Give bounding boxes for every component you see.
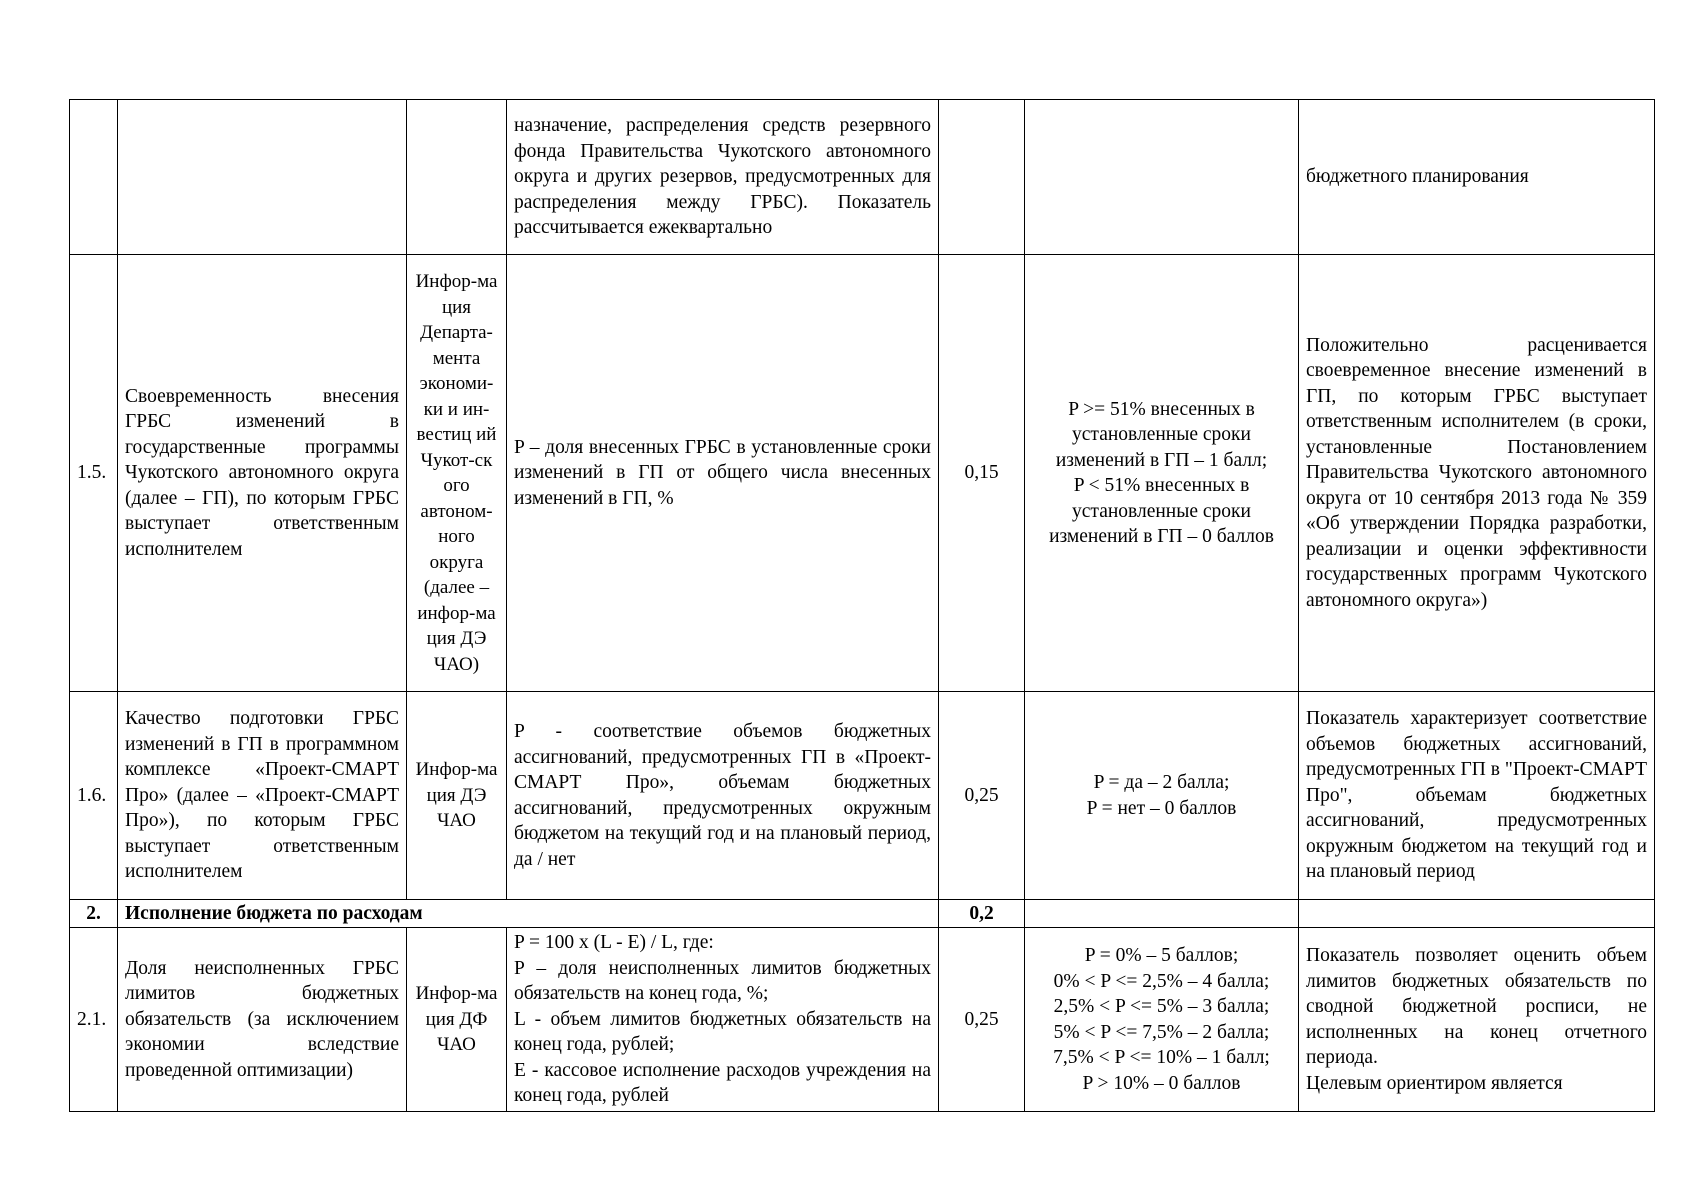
weight: 0,15 (939, 255, 1025, 692)
comment-line: Положительно расценивается своевременное внесение изменений в ГП, по которым ГРБС выступает ответственным исполнителем (в сроки, установленные Постановлением Правительства Чукотского автономного округа от 10 сентября 2013 года № 359 «Об утверждении Порядка разработки, реализации и оценки эффективности государственных программ Чукотского автономного округа») (1306, 334, 1647, 611)
score-scale (1025, 928, 1299, 1112)
weight (939, 100, 1025, 255)
formula-line: P – доля неисполненных лимитов бюджетных обязательств на конец года, %; (514, 957, 931, 1005)
comment (1299, 255, 1655, 692)
indicator-name (118, 100, 407, 255)
score-line: P > 10% – 0 баллов (1082, 1072, 1241, 1094)
indicator-name: Своевременность внесения ГРБС изменений в государственные программы Чукотского автономного округа (далее – ГП), по которым ГРБС выступает ответственным исполнителем (118, 255, 407, 692)
comment-line: Показатель характеризует соответствие объемов бюджетных ассигнований, предусмотренных ГП в "Проект-СМАРТ Про", объемам бюджетных ассигнований, предусмотренных окружным бюджетом на текущий год и на плановый период (1306, 708, 1647, 883)
comment (1299, 100, 1655, 255)
score-line: P = 0% – 5 баллов; (1084, 945, 1239, 966)
row-number: 2.1. (70, 928, 118, 1112)
score-scale (1025, 255, 1299, 692)
indicator-name: Качество подготовки ГРБС изменений в ГП в программном комплексе «Проект-СМАРТ Про» (далее – «Проект-СМАРТ Про»), по которым ГРБС выступает ответственным исполнителем (118, 692, 407, 900)
score-line: 2,5% < P <= 5% – 3 балла; (1053, 996, 1270, 1017)
data-source: Инфор-ма ция ДЭ ЧАО (407, 692, 507, 900)
formula (507, 928, 939, 1112)
data-source: Инфор-ма ция ДФ ЧАО (407, 928, 507, 1112)
formula-line: L - объем лимитов бюджетных обязательств на конец года, рублей; (514, 1008, 931, 1056)
score-line: P = нет – 0 баллов (1086, 797, 1237, 819)
comment-line: Целевым ориентиром является (1306, 1072, 1563, 1094)
table-row (70, 928, 1655, 1112)
section-title: Исполнение бюджета по расходам (118, 900, 939, 928)
score-line: 0% < P <= 2,5% – 4 балла; (1053, 970, 1270, 992)
formula-line: P - соответствие объемов бюджетных ассигнований, предусмотренных ГП в «Проект-СМАРТ Про», объемам бюджетных ассигнований, предусмотренных окружным бюджетом на текущий год и на плановый период, да / нет (514, 721, 931, 870)
formula (507, 255, 939, 692)
score-line: 7,5% < P <= 10% – 1 балл; (1053, 1047, 1270, 1068)
data-source: Инфор-ма ция Департа-мента экономи-ки и ин-вестиц ий Чукот-ск ого автоном-ного округа (далее – инфор-ма ция ДЭ ЧАО) (407, 255, 507, 692)
comment (1299, 692, 1655, 900)
row-number: 1.6. (70, 692, 118, 900)
indicator-name: Доля неисполненных ГРБС лимитов бюджетных обязательств (за исключением экономии вследствие проведенной оптимизации) (118, 928, 407, 1112)
comment-line: бюджетного планирования (1306, 166, 1529, 188)
weight: 0,25 (939, 928, 1025, 1112)
comment (1299, 928, 1655, 1112)
formula-line: E - кассовое исполнение расходов учреждения на конец года, рублей (514, 1059, 931, 1107)
score-line: P = да – 2 балла; (1093, 772, 1230, 793)
formula-line: P = 100 x (L - E) / L, где: (514, 932, 714, 954)
data-source (407, 100, 507, 255)
formula (507, 100, 939, 255)
table-row (70, 100, 1655, 255)
indicators-table (69, 99, 1655, 1112)
row-number (70, 100, 118, 255)
empty-cell (1025, 900, 1299, 928)
table-row (70, 692, 1655, 900)
formula-line: назначение, распределения средств резервного фонда Правительства Чукотского автономного округа и других резервов, предусмотренных для распределения между ГРБС). Показатель рассчитывается ежеквартально (514, 115, 931, 239)
comment-line: Показатель позволяет оценить объем лимитов бюджетных обязательств по сводной бюджетной росписи, не исполненных на конец отчетного периода. (1306, 945, 1647, 1068)
score-scale (1025, 100, 1299, 255)
formula (507, 692, 939, 900)
score-line: P >= 51% внесенных в установленные сроки изменений в ГП – 1 балл; (1055, 398, 1268, 471)
section-row (70, 900, 1655, 928)
score-line: P < 51% внесенных в установленные сроки изменений в ГП – 0 баллов (1049, 475, 1274, 547)
row-number: 1.5. (70, 255, 118, 692)
empty-cell (1299, 900, 1655, 928)
formula-line: P – доля внесенных ГРБС в установленные сроки изменений в ГП от общего числа внесенных изменений в ГП, % (514, 436, 931, 509)
score-line: 5% < P <= 7,5% – 2 балла; (1053, 1021, 1270, 1043)
table-row (70, 255, 1655, 692)
section-number: 2. (70, 900, 118, 928)
score-scale (1025, 692, 1299, 900)
weight: 0,25 (939, 692, 1025, 900)
section-weight: 0,2 (939, 900, 1025, 928)
